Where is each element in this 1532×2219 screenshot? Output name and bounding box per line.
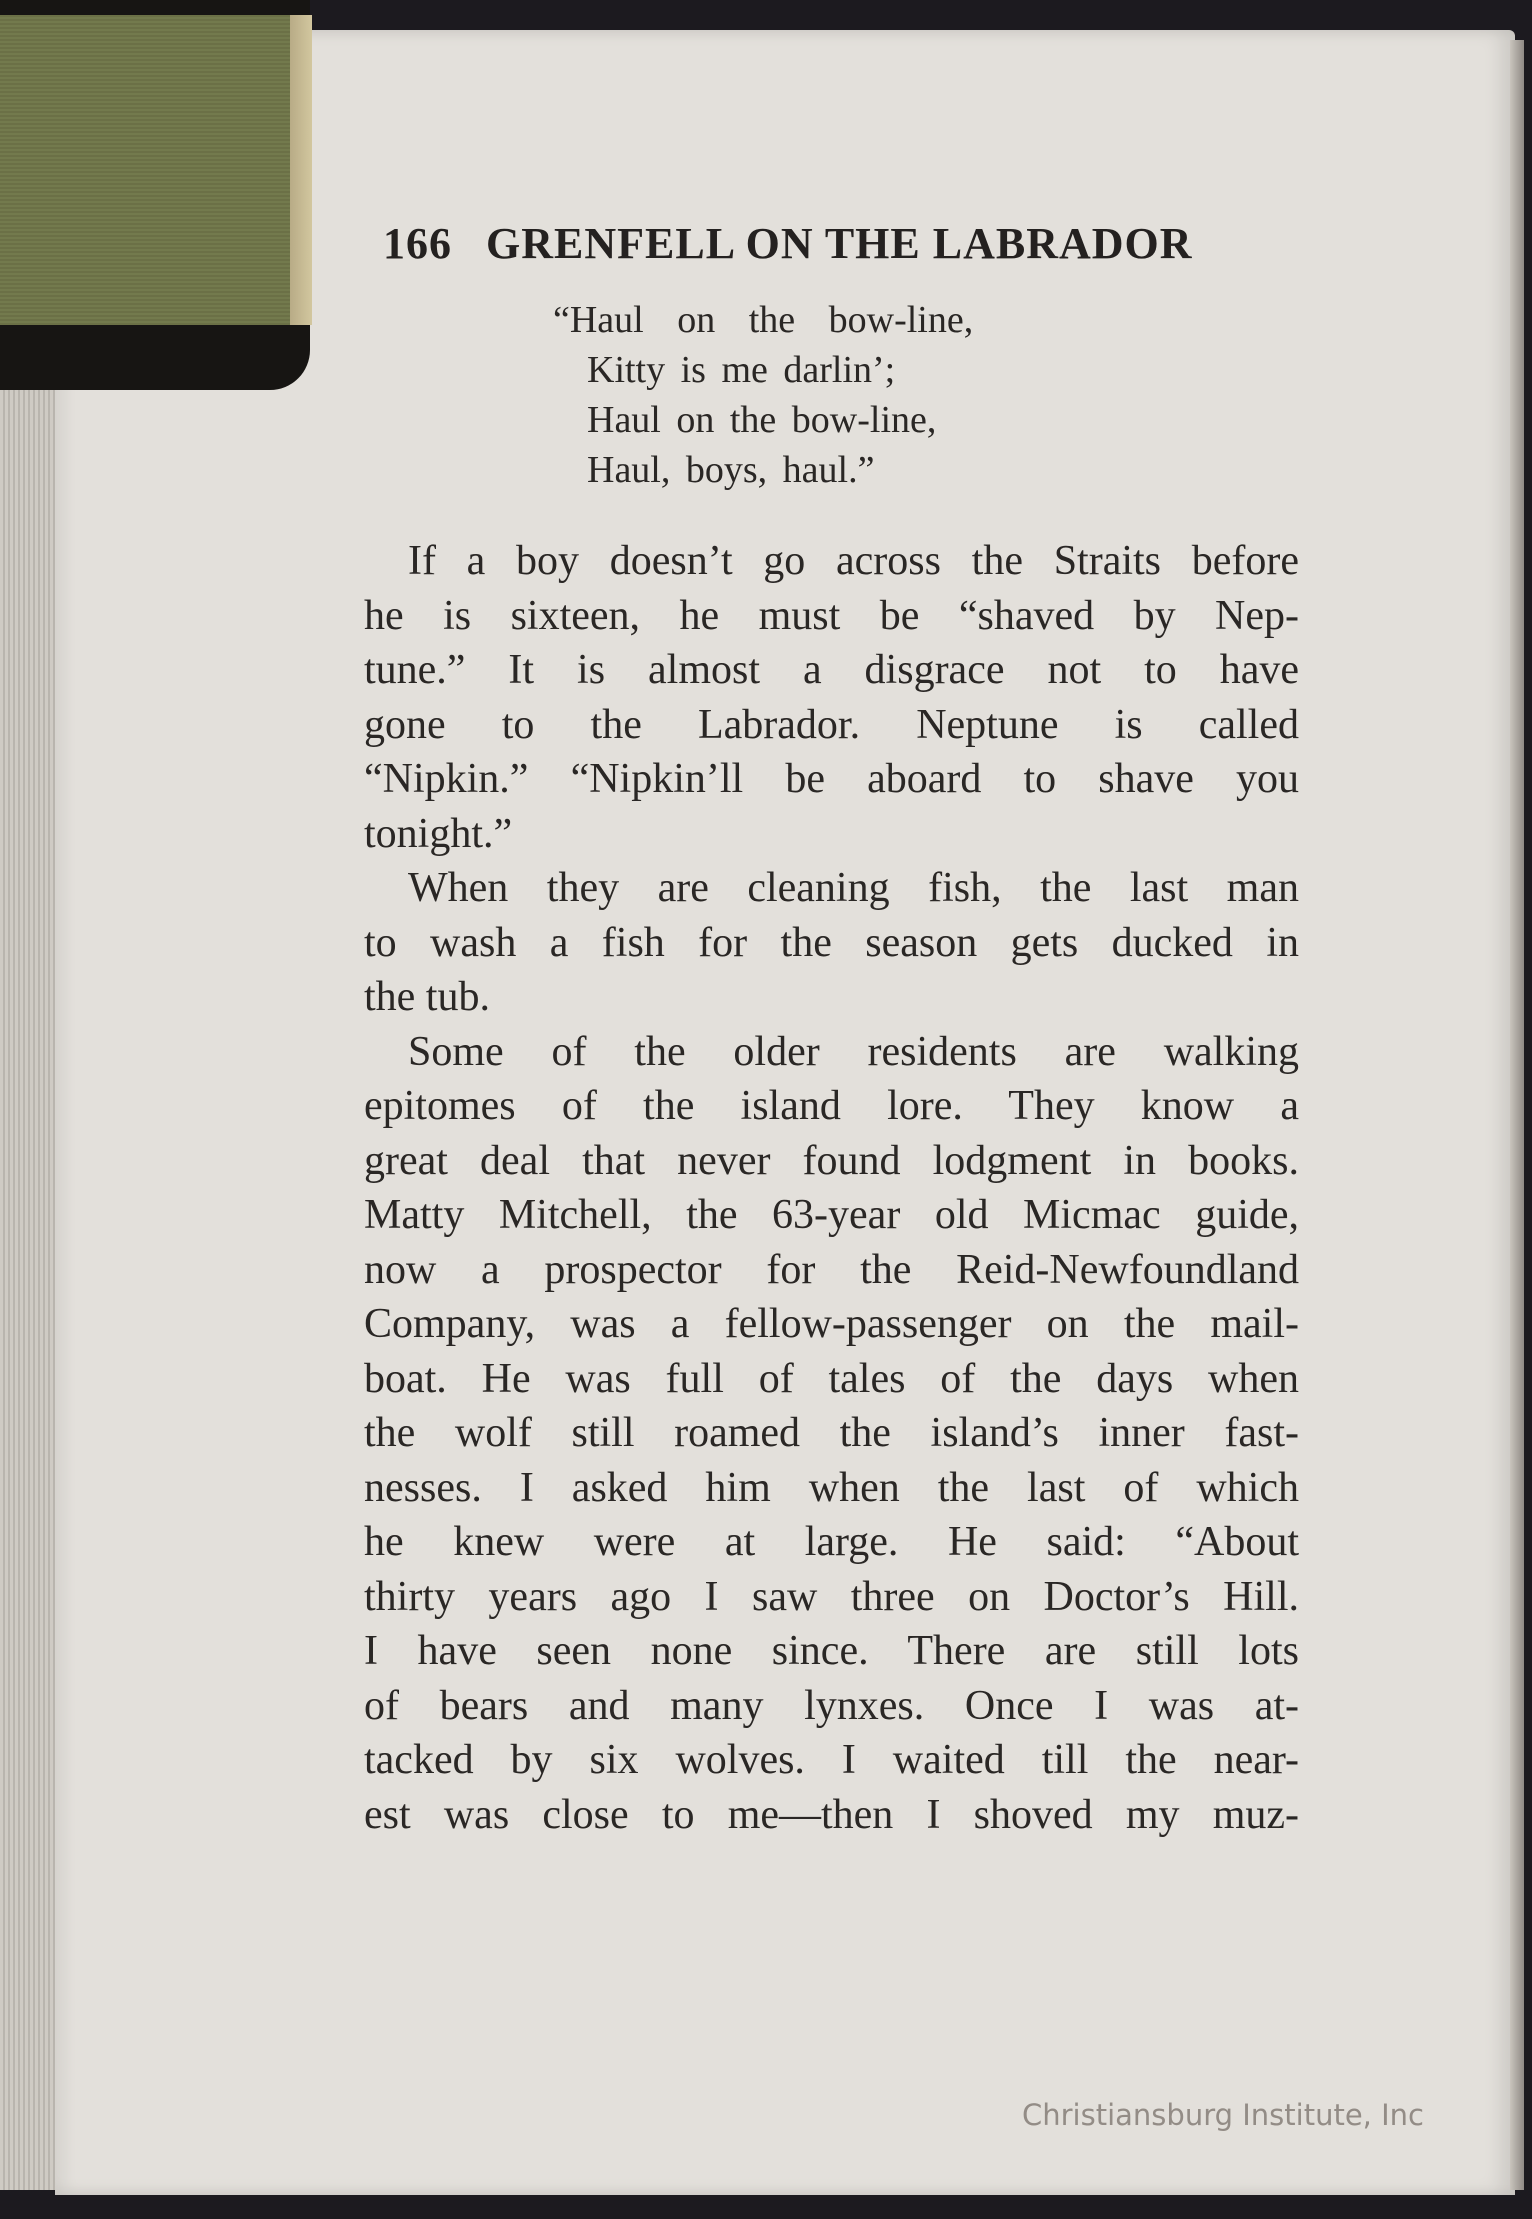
running-head: [383, 218, 1283, 269]
verse-block: [553, 295, 1173, 495]
text-line: of bears and many lynxes. Once I was at-: [364, 1682, 1299, 1729]
text-line: Company, was a fellow-passenger on the mail-: [364, 1301, 1299, 1347]
cover-board-edge: [290, 15, 312, 325]
text-line: When they are cleaning fish, the last man: [408, 865, 1299, 911]
page-number: 166: [383, 219, 452, 268]
text-line: est was close to me—then I shoved my muz-: [364, 1791, 1299, 1838]
text-line: he knew were at large. He said: “About: [364, 1519, 1299, 1565]
text-line: thirty years ago I saw three on Doctor’s Hill.: [364, 1573, 1299, 1620]
text-line: to wash a fish for the season gets ducked in: [364, 919, 1299, 966]
text-line: the wolf still roamed the island’s inner fast-: [364, 1410, 1299, 1456]
page-right-edge: [1510, 40, 1524, 2190]
text-line: I have seen none since. There are still lots: [364, 1628, 1299, 1674]
text-line: he is sixteen, he must be “shaved by Nep-: [364, 592, 1299, 639]
text-line: tune.” It is almost a disgrace not to have: [364, 647, 1299, 693]
text-line: nesses. I asked him when the last of which: [364, 1464, 1299, 1511]
text-line: Matty Mitchell, the 63-year old Micmac guide,: [364, 1192, 1299, 1238]
verse-line: Kitty is me darlin’;: [587, 349, 896, 391]
text-line: Some of the older residents are walking: [408, 1028, 1299, 1075]
text-line: great deal that never found lodgment in books.: [364, 1137, 1299, 1184]
text-line: “Nipkin.” “Nipkin’ll be aboard to shave you: [364, 756, 1299, 802]
book-cover-corner: [0, 0, 310, 390]
text-line: tonight.”: [364, 810, 513, 857]
text-line: tacked by six wolves. I waited till the near-: [364, 1737, 1299, 1783]
body-text: [364, 534, 1299, 1842]
text-line: boat. He was full of tales of the days when: [364, 1355, 1299, 1402]
watermark: Christiansburg Institute, Inc: [1022, 2098, 1424, 2132]
text-line: If a boy doesn’t go across the Straits before: [408, 538, 1299, 584]
text-line: now a prospector for the Reid-Newfoundland: [364, 1246, 1299, 1293]
text-line: gone to the Labrador. Neptune is called: [364, 701, 1299, 748]
running-title: GRENFELL ON THE LABRADOR: [486, 219, 1193, 268]
green-cloth-cover: [0, 15, 290, 325]
verse-line: Haul, boys, haul.”: [587, 449, 875, 491]
text-line: epitomes of the island lore. They know a: [364, 1083, 1299, 1129]
text-line: the tub.: [364, 974, 490, 1020]
verse-line: Haul on the bow-line,: [587, 399, 937, 441]
verse-line: “Haul on the bow-line,: [553, 299, 974, 341]
